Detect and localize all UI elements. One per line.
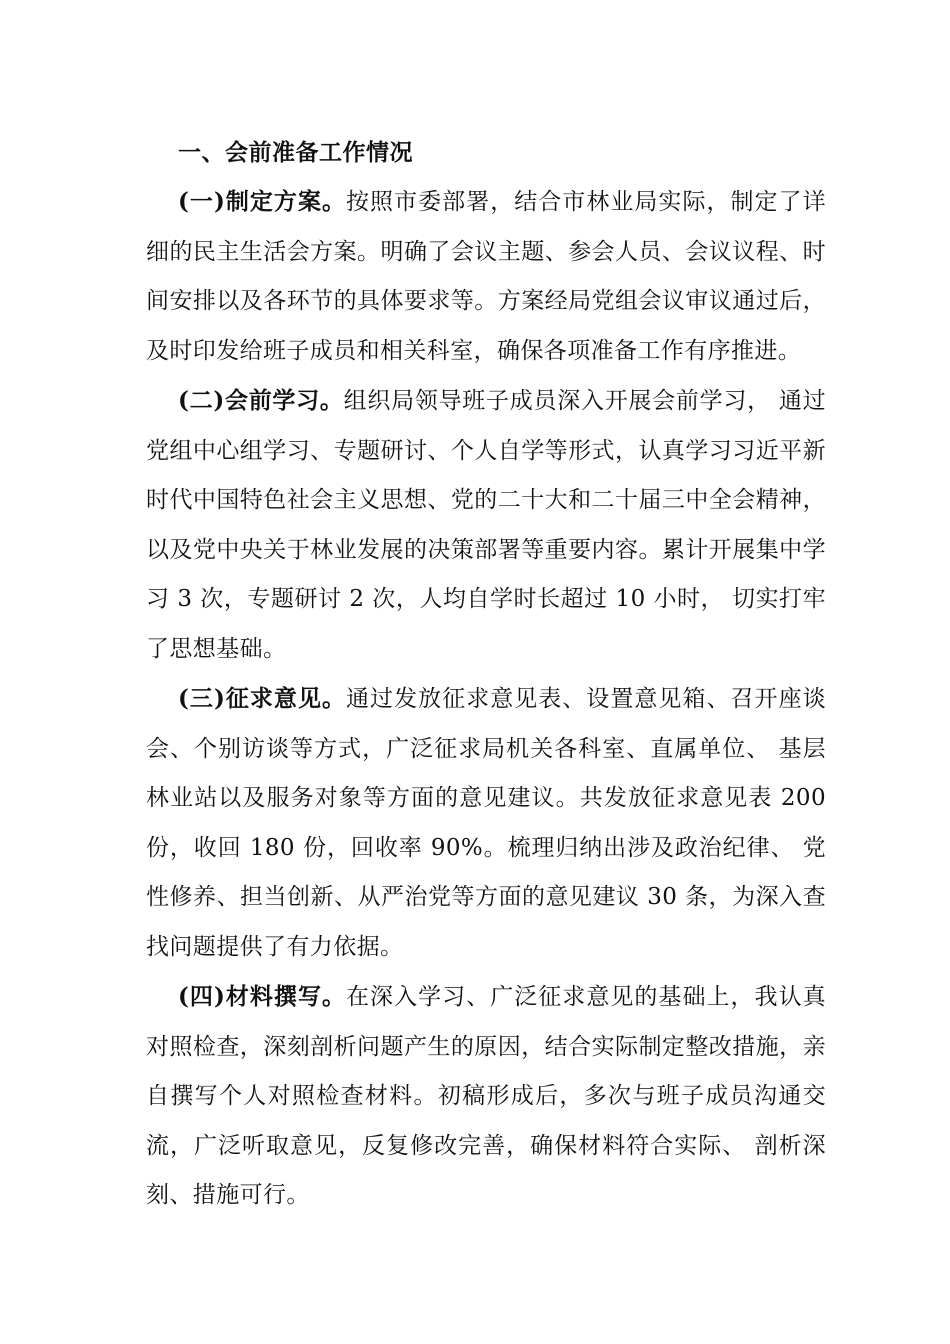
paragraph-body: 在深入学习、广泛征求意见的基础上，我认真对照检查，深刻剖析问题产生的原因，结合实际制定整改措施，亲自撰写个人对照检查材料。初稿形成后，多次与班子成员沟通交流，广泛听取意见，反复修改完善，确保材料符合实际、 剖析深刻、措施可行。: [146, 984, 827, 1208]
document-body: [146, 128, 826, 1221]
paragraph-lead: (二)会前学习。: [178, 387, 344, 414]
paragraph-lead: (一)制定方案。: [178, 188, 347, 215]
section-heading: 一、会前准备工作情况: [178, 139, 413, 166]
paragraph-body: 组织局领导班子成员深入开展会前学习， 通过党组中心组学习、专题研讨、个人自学等形式，认真学习习近平新时代中国特色社会主义思想、党的二十大和二十届三中全会精神，以及党中央关于林业发展的决策部署等重要内容。累计开展集中学习 3 次，专题研讨 2 次，人均自学时长超过 10 小时， 切实打牢了思想基础。: [146, 388, 827, 662]
paragraph-materials: [146, 972, 826, 1221]
paragraph-plan: [146, 177, 826, 376]
paragraph-study: [146, 376, 826, 674]
paragraph-body: 通过发放征求意见表、设置意见箱、召开座谈会、个别访谈等方式，广泛征求局机关各科室、直属单位、 基层林业站以及服务对象等方面的意见建议。共发放征求意见表 200 份，收回 180 份，回收率 90%。梳理归纳出涉及政治纪律、 党性修养、担当创新、从严治党等方面的意见建议 30 条，为深入查找问题提供了有力依据。: [146, 686, 827, 960]
paragraph-lead: (四)材料撰写。: [178, 983, 347, 1010]
paragraph-body: 按照市委部署，结合市林业局实际，制定了详细的民主生活会方案。明确了会议主题、参会人员、会议议程、时间安排以及各环节的具体要求等。方案经局党组会议审议通过后，及时印发给班子成员和相关科室，确保各项准备工作有序推进。: [146, 189, 827, 364]
paragraph-opinions: [146, 674, 826, 972]
paragraph-lead: (三)征求意见。: [178, 685, 347, 712]
